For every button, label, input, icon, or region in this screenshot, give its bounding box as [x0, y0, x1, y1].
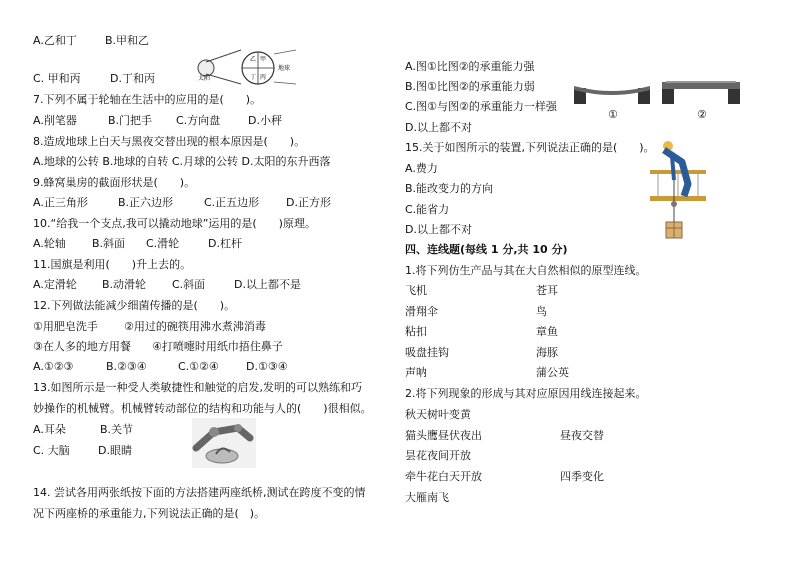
q12-b: B.②③④ [106, 360, 147, 373]
robot-arm-image [192, 418, 256, 468]
q10-c: C.滑轮 [146, 237, 180, 250]
q6-option-c: C. 甲和丙 [33, 72, 81, 85]
bridge-1-label: ① [608, 108, 618, 121]
sun-earth-figure [196, 46, 306, 86]
bing-label: 丙 [260, 74, 267, 81]
q11-stem: 11.国旗是利用( )升上去的。 [33, 258, 192, 271]
q7-b: B.门把手 [108, 114, 153, 127]
q7-c: C.方向盘 [176, 114, 221, 127]
q11-a: A.定滑轮 [33, 278, 77, 291]
q7-d: D.小秤 [248, 114, 282, 127]
m2-left-item: 牵牛花白天开放 [405, 470, 482, 483]
m2-right-item: 昼夜交替 [560, 429, 604, 442]
q12-s2: ②用过的碗筷用沸水煮沸消毒 [124, 320, 266, 333]
m1-left-item: 声呐 [405, 366, 427, 379]
ding-label: 丁 [250, 74, 257, 81]
m2-left-item: 猫头鹰昼伏夜出 [405, 429, 482, 442]
q10-b: B.斜面 [92, 237, 126, 250]
m2-left-item: 秋天树叶变黄 [405, 408, 471, 421]
m1-left-item: 粘扣 [405, 325, 427, 338]
q13-d: D.眼睛 [98, 444, 132, 457]
paper-bridge-1-image [572, 78, 654, 108]
q12-d: D.①③④ [246, 360, 288, 373]
m1-right-item: 鸟 [536, 305, 547, 318]
m1-right-item: 章鱼 [536, 325, 558, 338]
section-heading: 四、连线题(每线 1 分,共 10 分) [405, 243, 568, 256]
pulley-worker-image [648, 140, 708, 240]
q14-c: C.图①与图②的承重能力一样强 [405, 100, 557, 113]
q15-stem: 15.关于如图所示的装置,下列说法正确的是( )。 [405, 141, 655, 154]
m1-left-item: 吸盘挂钩 [405, 346, 449, 359]
q11-d: D.以上都不是 [234, 278, 301, 291]
q14-line1: 14. 尝试各用两张纸按下面的方法搭建两座纸桥,测试在跨度不变的情 [33, 486, 366, 499]
m2-left-item: 昙花夜间开放 [405, 449, 471, 462]
q14-b: B.图①比图②的承重能力弱 [405, 80, 535, 93]
q13-line1: 13.如图所示是一种受人类敏捷性和触觉的启发,发明的可以熟练和巧 [33, 381, 362, 394]
q15-c: C.能省力 [405, 203, 450, 216]
q7-a: A.削笔器 [33, 114, 77, 127]
m2-left-item: 大雁南飞 [405, 491, 449, 504]
q14-line2: 况下两座桥的承重能力,下列说法正确的是( )。 [33, 507, 266, 520]
q12-c: C.①②④ [178, 360, 219, 373]
yi-label: 乙 [250, 56, 257, 63]
q11-b: B.动滑轮 [102, 278, 147, 291]
q11-c: C.斜面 [172, 278, 206, 291]
m2-right-item: 四季变化 [560, 470, 604, 483]
m1-left-item: 滑翔伞 [405, 305, 438, 318]
q12-a: A.①②③ [33, 360, 74, 373]
q6-option-b: B.甲和乙 [105, 34, 150, 47]
q6-option-a: A.乙和丁 [33, 34, 77, 47]
sun-label: 太阳 [198, 75, 211, 82]
q12-stem: 12.下列做法能减少细菌传播的是( )。 [33, 299, 236, 312]
q15-b: B.能改变力的方向 [405, 182, 494, 195]
paper-bridge-2-image [660, 78, 744, 108]
q12-s4: ④打喷嚏时用纸巾捂住鼻子 [152, 340, 283, 353]
q9-stem: 9.蜂窝巢房的截面形状是( )。 [33, 176, 196, 189]
earth-label: 地球 [278, 65, 291, 72]
q9-b: B.正六边形 [118, 196, 174, 209]
q9-d: D.正方形 [286, 196, 331, 209]
q6-option-d: D.丁和丙 [110, 72, 155, 85]
matching-1-stem: 1.将下列仿生产品与其在大自然相似的原型连线。 [405, 264, 647, 277]
q9-a: A.正三角形 [33, 196, 88, 209]
q15-a: A.费力 [405, 162, 438, 175]
q7-stem: 7.下列不属于轮轴在生活中的应用的是( )。 [33, 93, 262, 106]
m1-right-item: 苍耳 [536, 284, 558, 297]
q13-a: A.耳朵 [33, 423, 66, 436]
m1-right-item: 海豚 [536, 346, 558, 359]
jia-label: 甲 [260, 56, 267, 63]
q12-s3: ③在人多的地方用餐 [33, 340, 131, 353]
q13-c: C. 大脑 [33, 444, 70, 457]
q12-s1: ①用肥皂洗手 [33, 320, 98, 333]
bridge-2-label: ② [697, 108, 707, 121]
q15-d: D.以上都不对 [405, 223, 472, 236]
q14-a: A.图①比图②的承重能力强 [405, 60, 535, 73]
q8-stem: 8.造成地球上白天与黑夜交替出现的根本原因是( )。 [33, 135, 306, 148]
m1-right-item: 蒲公英 [536, 366, 569, 379]
q14-d: D.以上都不对 [405, 121, 472, 134]
q10-stem: 10.“给我一个支点,我可以撬动地球”运用的是( )原理。 [33, 217, 316, 230]
q10-d: D.杠杆 [208, 237, 242, 250]
q9-c: C.正五边形 [204, 196, 260, 209]
q8-options: A.地球的公转 B.地球的自转 C.月球的公转 D.太阳的东升西落 [33, 155, 331, 168]
q10-a: A.轮轴 [33, 237, 66, 250]
matching-2-stem: 2.将下列现象的形成与其对应原因用线连接起来。 [405, 387, 647, 400]
m1-left-item: 飞机 [405, 284, 427, 297]
q13-line2: 妙操作的机械臂。机械臂转动部位的结构和功能与人的( )很相似。 [33, 402, 372, 415]
q13-b: B.关节 [100, 423, 134, 436]
